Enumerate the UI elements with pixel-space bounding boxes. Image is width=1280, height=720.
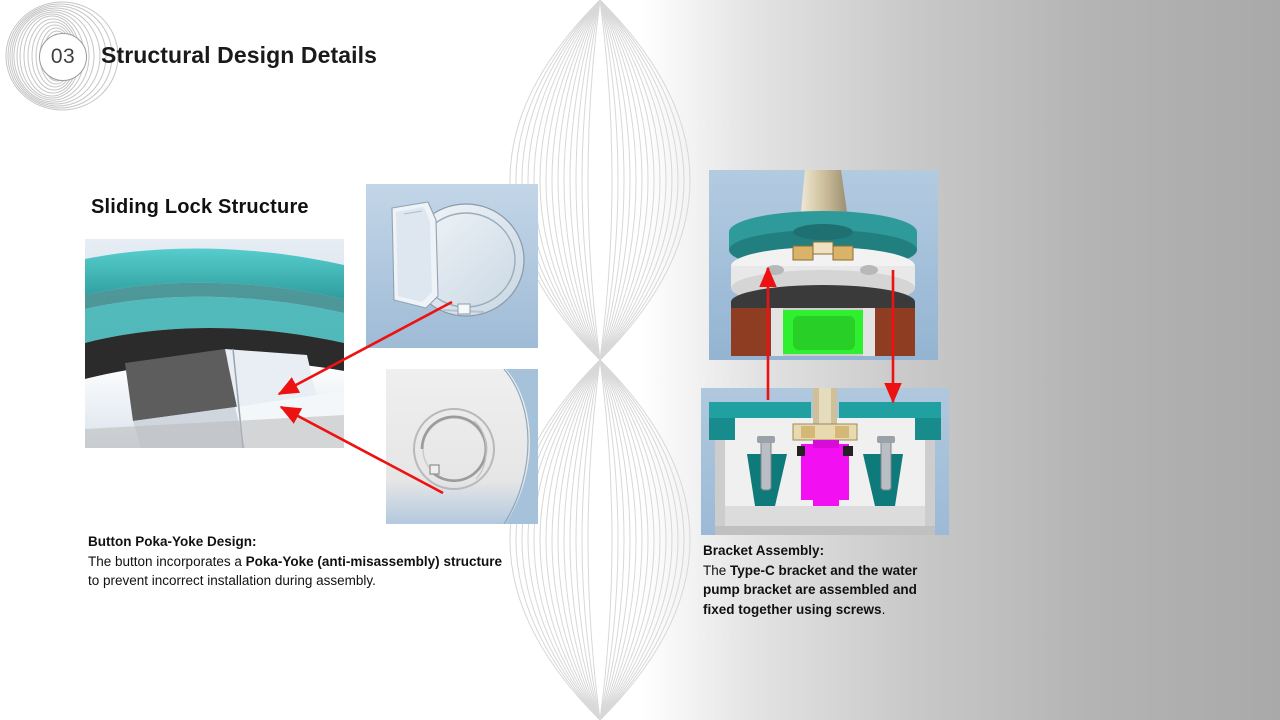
caption-right-title: Bracket Assembly: (703, 543, 825, 558)
caption-left-title: Button Poka-Yoke Design: (88, 534, 257, 549)
figure-sliding-lock-cross-section (85, 239, 344, 448)
figure-bracket-assembly-exploded (709, 170, 938, 360)
caption-bracket-assembly (703, 541, 935, 619)
caption-right-bold-4: using screws (796, 601, 882, 617)
chapter-number-badge (39, 33, 87, 81)
figure-button-top-view (366, 184, 538, 348)
page-title: Structural Design Details (101, 42, 378, 68)
figure-bracket-assembly-section (701, 388, 949, 535)
caption-button-poka-yoke (88, 532, 508, 591)
caption-right-suffix: . (881, 601, 886, 617)
caption-right-bold-2: water pump bracket are (703, 562, 918, 598)
caption-left-suffix: to prevent incorrect installation during assembly. (88, 573, 376, 589)
caption-left-bold-1: Poka-Yoke (anti-misassembly) (245, 553, 440, 569)
caption-left-prefix: The button incorporates a (88, 553, 246, 569)
caption-right-bold-1: Type-C bracket and the (730, 562, 879, 578)
section-heading-sliding-lock: Sliding Lock Structure (91, 196, 309, 218)
figure-button-ring-detail (386, 369, 538, 524)
caption-left-bold-2: structure (443, 553, 502, 569)
caption-right-prefix: The (703, 562, 731, 578)
caption-right-bold-3: assembled and fixed together (703, 582, 917, 617)
chapter-number-text: 03 (50, 45, 76, 68)
